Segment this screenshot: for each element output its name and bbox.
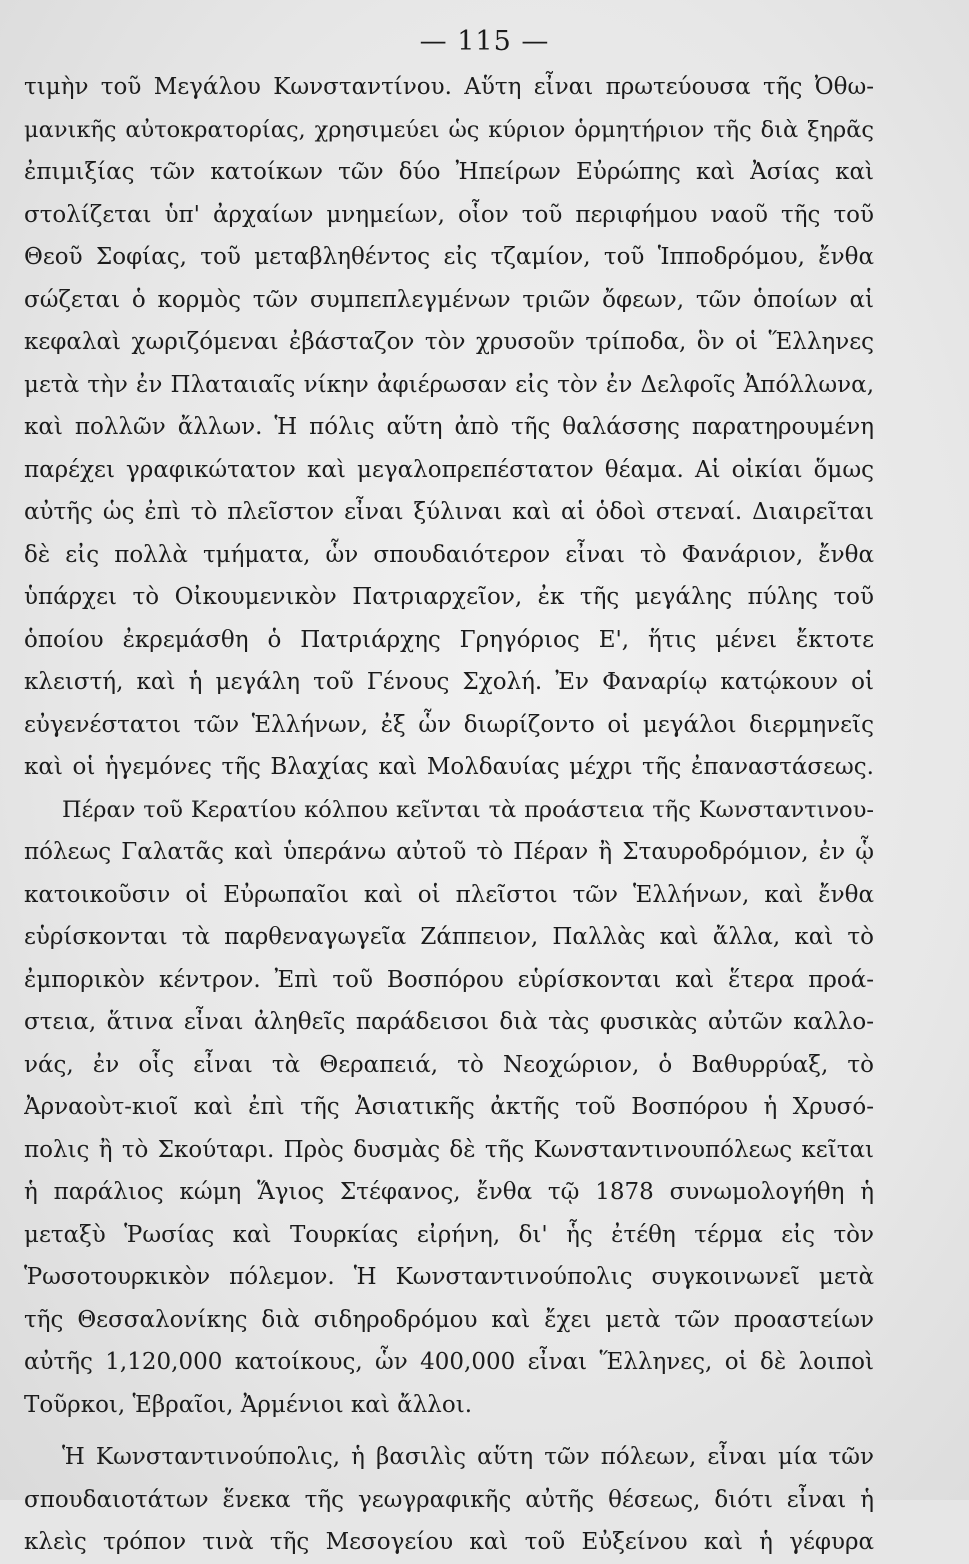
text-line: αὐτῆς ὡς ἐπὶ τὸ πλεῖστον εἶναι ξύλιναι καὶ αἱ ὁδοὶ στεναί. Διαιρεῖται [24, 499, 874, 525]
text-line: Ῥωσοτουρκικὸν πόλεμον. Ἡ Κωνσταντινούπολις συγκοινωνεῖ μετὰ [24, 1264, 874, 1290]
text-line: εὐγενέστατοι τῶν Ἑλλήνων, ἐξ ὧν διωρίζοντο οἱ μεγάλοι διερμηνεῖς [24, 711, 874, 738]
text-line: πολις ἢ τὸ Σκούταρι. Πρὸς δυσμὰς δὲ τῆς Κωνσταντινουπόλεως κεῖται [24, 1136, 874, 1163]
text-line: εὑρίσκονται τὰ παρθεναγωγεῖα Ζάππειον, Παλλὰς καὶ ἄλλα, καὶ τὸ [24, 924, 874, 950]
text-line: κλειστή, καὶ ἡ μεγάλη τοῦ Γένους Σχολή. Ἐν Φαναρίῳ κατῴκουν οἱ [24, 669, 874, 695]
text-line: ἡ παράλιος κώμη Ἅγιος Στέφανος, ἔνθα τῷ 1878 συνωμολογήθη ἡ [24, 1179, 874, 1205]
text-line: δὲ εἰς πολλὰ τμήματα, ὧν σπουδαιότερον εἶναι τὸ Φανάριον, ἔνθα [24, 541, 874, 568]
body-text [24, 66, 874, 1564]
text-line: καὶ οἱ ἡγεμόνες τῆς Βλαχίας καὶ Μολδαυίας μέχρι τῆς ἐπαναστάσεως. [24, 754, 874, 780]
text-line: Θεοῦ Σοφίας, τοῦ μεταβληθέντος εἰς τζαμίον, τοῦ Ἱπποδρόμου, ἔνθα [24, 244, 874, 270]
paragraph-start-line: Πέραν τοῦ Κερατίου κόλπου κεῖνται τὰ προάστεια τῆς Κωνσταντινου- [62, 796, 874, 823]
text-line: κατοικοῦσιν οἱ Εὐρωπαῖοι καὶ οἱ πλεῖστοι τῶν Ἑλλήνων, καὶ ἔνθα [24, 881, 874, 908]
text-line: μεταξὺ Ῥωσίας καὶ Τουρκίας εἰρήνη, δι' ἧς ἐτέθη τέρμα εἰς τὸν [24, 1221, 874, 1248]
text-line: κλεὶς τρόπον τινὰ τῆς Μεσογείου καὶ τοῦ Εὐξείνου καὶ ἡ γέφυρα [24, 1529, 874, 1555]
text-line: στεια, ἅτινα εἶναι ἀληθεῖς παράδεισοι διὰ τὰς φυσικὰς αὐτῶν καλλο- [24, 1009, 874, 1035]
paragraph-end-line: Τοῦρκοι, Ἑβραῖοι, Ἀρμένιοι καὶ ἄλλοι. [24, 1391, 473, 1418]
text-line: νάς, ἐν οἷς εἶναι τὰ Θεραπειά, τὸ Νεοχώριον, ὁ Βαθυρρύαξ, τὸ [24, 1051, 874, 1078]
text-line: ἐπιμιξίας τῶν κατοίκων τῶν δύο Ἠπείρων Εὐρώπης καὶ Ἀσίας καὶ [24, 159, 874, 185]
text-line: στολίζεται ὑπ' ἀρχαίων μνημείων, οἷον τοῦ περιφήμου ναοῦ τῆς τοῦ [24, 201, 874, 228]
text-line: ἐμπορικὸν κέντρον. Ἐπὶ τοῦ Βοσπόρου εὑρίσκονται καὶ ἕτερα προά- [24, 966, 874, 993]
text-line: τιμὴν τοῦ Μεγάλου Κωνσταντίνου. Αὕτη εἶναι πρωτεύουσα τῆς Ὀθω- [24, 74, 874, 100]
text-line: σπουδαιοτάτων ἕνεκα τῆς γεωγραφικῆς αὐτῆς θέσεως, διότι εἶναι ἡ [24, 1486, 874, 1513]
text-line: μετὰ τὴν ἐν Πλαταιαῖς νίκην ἀφιέρωσαν εἰς τὸν ἐν Δελφοῖς Ἀπόλλωνα, [24, 371, 874, 398]
text-line: Ἀρναοὺτ-κιοῖ καὶ ἐπὶ τῆς Ἀσιατικῆς ἀκτῆς τοῦ Βοσπόρου ἡ Χρυσό- [24, 1094, 874, 1120]
text-line: καὶ πολλῶν ἄλλων. Ἡ πόλις αὕτη ἀπὸ τῆς θαλάσσης παρατηρουμένη [24, 414, 874, 440]
text-line: σώζεται ὁ κορμὸς τῶν συμπεπλεγμένων τριῶν ὄφεων, τῶν ὁποίων αἱ [24, 286, 874, 313]
text-line: πόλεως Γαλατᾶς καὶ ὑπεράνω αὐτοῦ τὸ Πέραν ἢ Σταυροδρόμιον, ἐν ᾧ [24, 839, 874, 865]
text-line: ὁποίου ἐκρεμάσθη ὁ Πατριάρχης Γρηγόριος Ε', ἥτις μένει ἔκτοτε [24, 626, 874, 653]
text-line: τῆς Θεσσαλονίκης διὰ σιδηροδρόμου καὶ ἔχει μετὰ τῶν προαστείων [24, 1306, 874, 1333]
page-number: — 115 — [419, 26, 550, 57]
text-line: ὑπάρχει τὸ Οἰκουμενικὸν Πατριαρχεῖον, ἐκ τῆς μεγάλης πύλης τοῦ [24, 584, 874, 610]
text-line: αὐτῆς 1,120,000 κατοίκους, ὧν 400,000 εἶναι Ἕλληνες, οἱ δὲ λοιποὶ [24, 1349, 874, 1375]
text-line: μανικῆς αὐτοκρατορίας, χρησιμεύει ὡς κύριον ὁρμητήριον τῆς διὰ ξηρᾶς [24, 116, 874, 143]
paragraph-start-line: Ἡ Κωνσταντινούπολις, ἡ βασιλὶς αὕτη τῶν πόλεων, εἶναι μία τῶν [62, 1444, 874, 1470]
text-line: παρέχει γραφικώτατον καὶ μεγαλοπρεπέστατον θέαμα. Αἱ οἰκίαι ὅμως [24, 456, 874, 483]
text-line: κεφαλαὶ χωριζόμεναι ἐβάσταζον τὸν χρυσοῦν τρίποδα, ὃν οἱ Ἕλληνες [24, 329, 874, 355]
